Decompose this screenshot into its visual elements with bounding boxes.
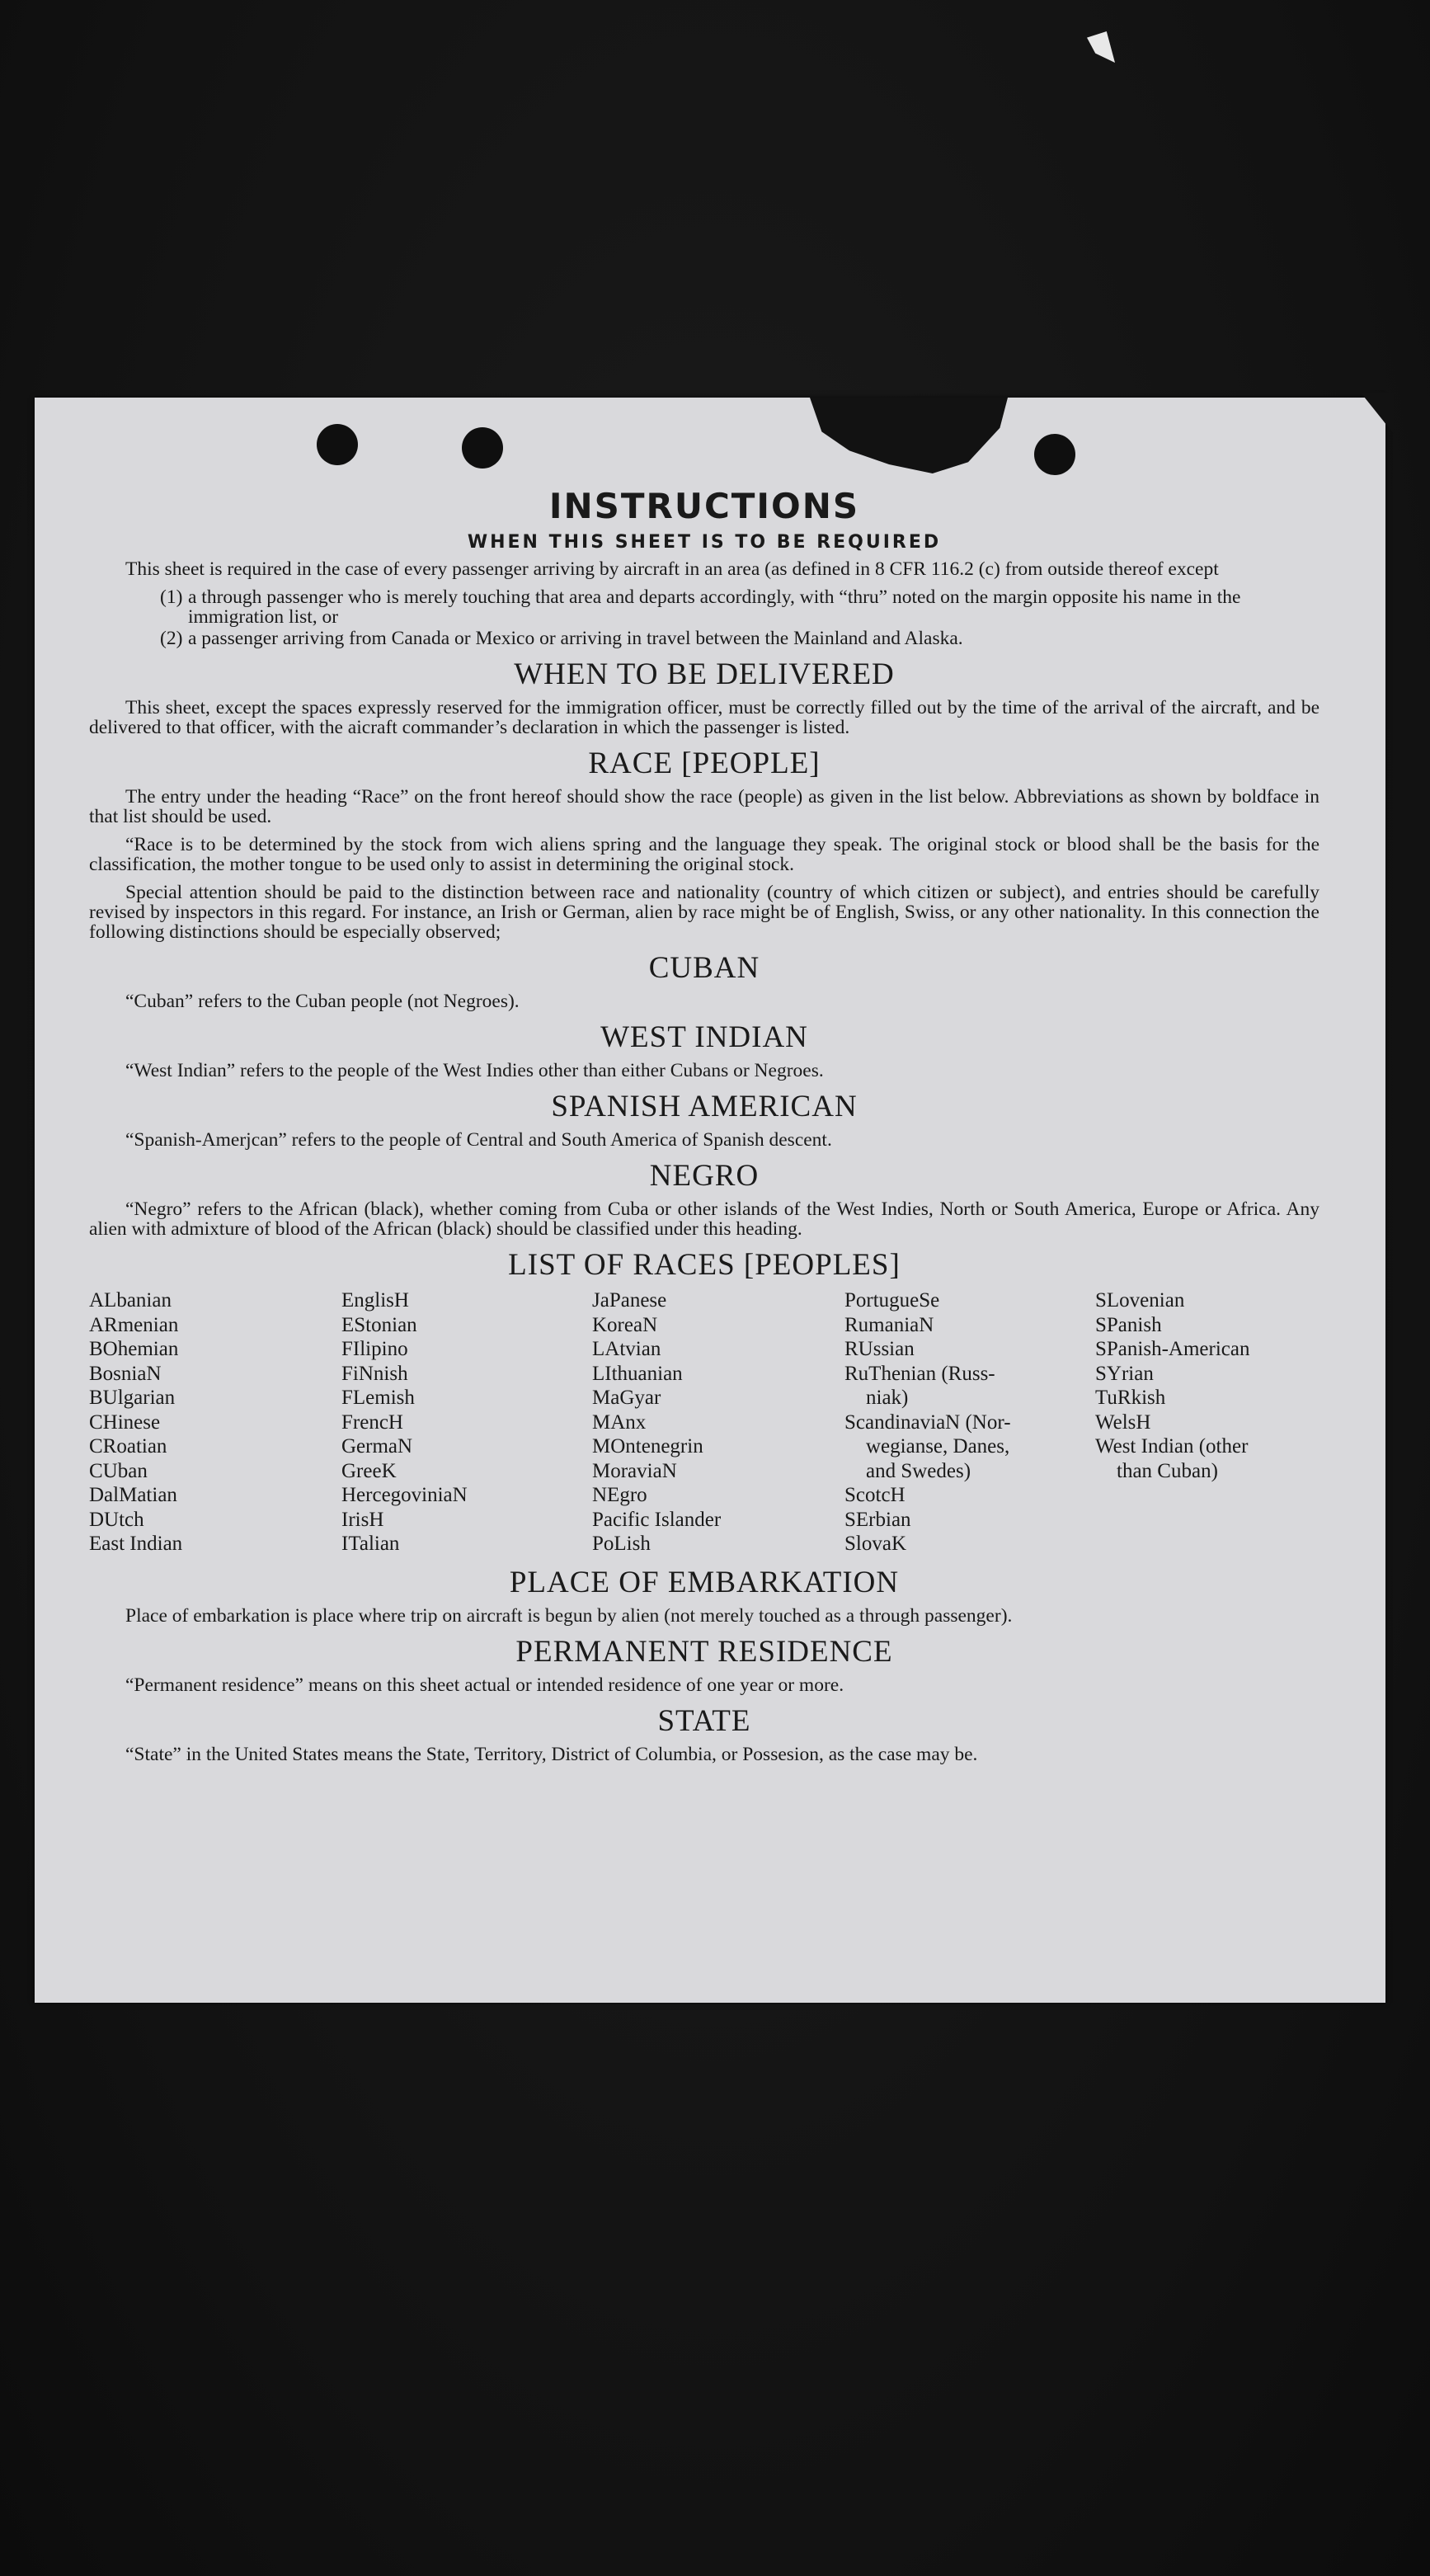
exception-item	[160, 586, 1319, 628]
exception-item	[160, 628, 1319, 649]
embarkation-heading: PLACE OF EMBARKATION	[509, 1565, 900, 1599]
negro-heading: NEGRO	[649, 1159, 760, 1193]
race-entry: SYrian	[1095, 1362, 1154, 1385]
race-entry: MAnx	[592, 1410, 647, 1434]
race-entry: LIthuanian	[592, 1362, 683, 1385]
race-entry: BOhemian	[89, 1338, 179, 1360]
race-entry: PoLish	[592, 1533, 651, 1555]
spanish-american-text: “Spanish-Amerjcan” refers to the people of Central and South America of Spanish descent.	[125, 1129, 832, 1151]
race-paragraph-3: Special attention should be paid to the distinction between race and nationality (country of which citizen or subject), and entries should be carefully revised by inspectors in this regard. For instance, an Irish or German, alien by race might be of English, Swiss, or any other nationality. In this connection the following distinctions should be especially observed;	[89, 882, 1319, 943]
race-entry: EnglisH	[341, 1289, 409, 1312]
race-entry: wegianse, Danes,	[866, 1435, 1010, 1458]
race-column	[89, 1288, 341, 1556]
instruction-sheet	[35, 398, 1385, 2003]
when-required-heading: WHEN THIS SHEET IS TO BE REQUIRED	[467, 532, 942, 553]
race-entry: MoraviaN	[592, 1459, 677, 1482]
negro-text: “Negro” refers to the African (black), whether coming from Cuba or other islands of the West Indies, North or South America, Europe or Africa. Any alien with admixture of blood of the African (black) should be classified under this heading.	[89, 1199, 1319, 1240]
race-entry: ITalian	[341, 1533, 400, 1555]
cuban-text: “Cuban” refers to the Cuban people (not Negroes).	[125, 991, 520, 1012]
race-entry: WelsH	[1095, 1410, 1151, 1434]
race-column	[1095, 1288, 1319, 1556]
race-entry: ALbanian	[89, 1289, 172, 1312]
race-entry: SlovaK	[844, 1533, 906, 1555]
exception-text: a passenger arriving from Canada or Mexico or arriving in travel between the Mainland and Alaska.	[188, 628, 963, 649]
race-entry: DUtch	[89, 1508, 144, 1531]
race-entry: SPanish	[1095, 1313, 1162, 1336]
embarkation-text: Place of embarkation is place where trip on aircraft is begun by alien (not merely touched as a through passenger).	[125, 1604, 1013, 1627]
permanent-residence-heading: PERMANENT RESIDENCE	[515, 1634, 893, 1669]
race-entry: Pacific Islander	[592, 1508, 722, 1531]
race-entry: CUban	[89, 1459, 148, 1482]
race-entry: FIlipino	[341, 1338, 408, 1360]
cuban-heading: CUBAN	[648, 951, 760, 985]
race-entry: DalMatian	[89, 1484, 177, 1506]
race-entry: RumaniaN	[844, 1313, 934, 1336]
race-entry: West Indian (other	[1095, 1435, 1249, 1458]
race-entry: FiNnish	[341, 1362, 408, 1385]
race-entry: EStonian	[341, 1313, 417, 1336]
race-entry: CHinese	[89, 1410, 161, 1434]
when-required-intro: This sheet is required in the case of every passenger arriving by aircraft in an area (as defined in 8 CFR 116.2 (c) from outside thereof except	[125, 558, 1219, 580]
race-entry: BosniaN	[89, 1362, 162, 1385]
race-entry: FrencH	[341, 1410, 403, 1434]
when-delivered-heading: WHEN TO BE DELIVERED	[514, 657, 895, 691]
race-column	[844, 1288, 1095, 1556]
race-entry: SPanish-American	[1095, 1338, 1250, 1360]
race-entry: ARmenian	[89, 1313, 179, 1336]
race-heading: RACE [PEOPLE]	[588, 746, 821, 780]
west-indian-heading: WEST INDIAN	[600, 1020, 808, 1054]
race-entry: East Indian	[89, 1533, 183, 1555]
race-entry: GreeK	[341, 1459, 397, 1482]
race-paragraph-1: The entry under the heading “Race” on the front hereof should show the race (people) as given in the list below. Abbreviations as shown by boldface in that list should be used.	[89, 786, 1319, 827]
race-entry: RuThenian (Russ-	[844, 1362, 995, 1385]
race-entry: ScandinaviaN (Nor-	[844, 1410, 1011, 1434]
torn-corner	[1361, 393, 1394, 434]
instructions-content	[89, 487, 1319, 1773]
exception-number: (2)	[160, 628, 183, 649]
race-entry: MaGyar	[592, 1387, 661, 1409]
race-entry: than Cuban)	[1117, 1459, 1218, 1482]
race-column	[592, 1288, 844, 1556]
state-heading: STATE	[657, 1703, 751, 1738]
race-entry: and Swedes)	[866, 1459, 971, 1482]
race-entry: BUlgarian	[89, 1387, 176, 1409]
when-delivered-text: This sheet, except the spaces expressly reserved for the immigration officer, must be correctly filled out by the time of the arrival of the aircraft, and be delivered to that officer, with the aicraft commander’s declaration in which the passenger is listed.	[89, 697, 1319, 738]
race-entry: HercegoviniaN	[341, 1484, 468, 1506]
permanent-residence-text: “Permanent residence” means on this sheet actual or intended residence of one year or more.	[125, 1674, 844, 1696]
punch-hole	[1034, 434, 1075, 475]
spanish-american-heading: SPANISH AMERICAN	[551, 1090, 858, 1123]
race-entry: IrisH	[341, 1508, 384, 1531]
exception-number: (1)	[160, 586, 183, 608]
race-entry: niak)	[866, 1387, 909, 1409]
list-of-races-heading: LIST OF RACES [PEOPLES]	[508, 1248, 901, 1282]
race-entry: FLemish	[341, 1387, 415, 1409]
west-indian-text: “West Indian” refers to the people of the West Indies other than either Cubans or Negroes.	[125, 1060, 824, 1081]
race-entry: CRoatian	[89, 1435, 167, 1458]
torn-edge	[810, 398, 1008, 473]
race-entry: GermaN	[341, 1435, 413, 1458]
race-entry: MOntenegrin	[592, 1435, 703, 1458]
race-column	[341, 1288, 592, 1556]
race-paragraph-2: “Race is to be determined by the stock from wich aliens spring and the language they speak. The original stock or blood shall be the basis for the classification, the mother tongue to be used only to assist in determining the original stock.	[89, 834, 1319, 875]
race-entry: SLovenian	[1095, 1289, 1185, 1312]
race-entry: TuRkish	[1095, 1387, 1166, 1409]
race-entry: NEgro	[592, 1484, 647, 1506]
race-entry: LAtvian	[592, 1338, 661, 1360]
race-entry: SErbian	[844, 1508, 911, 1531]
page-title: INSTRUCTIONS	[548, 486, 860, 526]
punch-hole	[317, 424, 358, 465]
exception-text: a through passenger who is merely touching that area and departs accordingly, with “thru” noted on the margin opposite his name in the immigration list, or	[188, 586, 1241, 628]
race-entry: ScotcH	[844, 1484, 906, 1506]
race-entry: KoreaN	[592, 1313, 658, 1336]
race-entry: RUssian	[844, 1338, 915, 1360]
race-entry: JaPanese	[592, 1289, 667, 1312]
punch-hole	[462, 427, 503, 469]
race-list	[89, 1288, 1319, 1556]
race-entry: PortugueSe	[844, 1289, 940, 1312]
state-text: “State” in the United States means the State, Territory, District of Columbia, or Possesion, as the case may be.	[125, 1743, 978, 1765]
